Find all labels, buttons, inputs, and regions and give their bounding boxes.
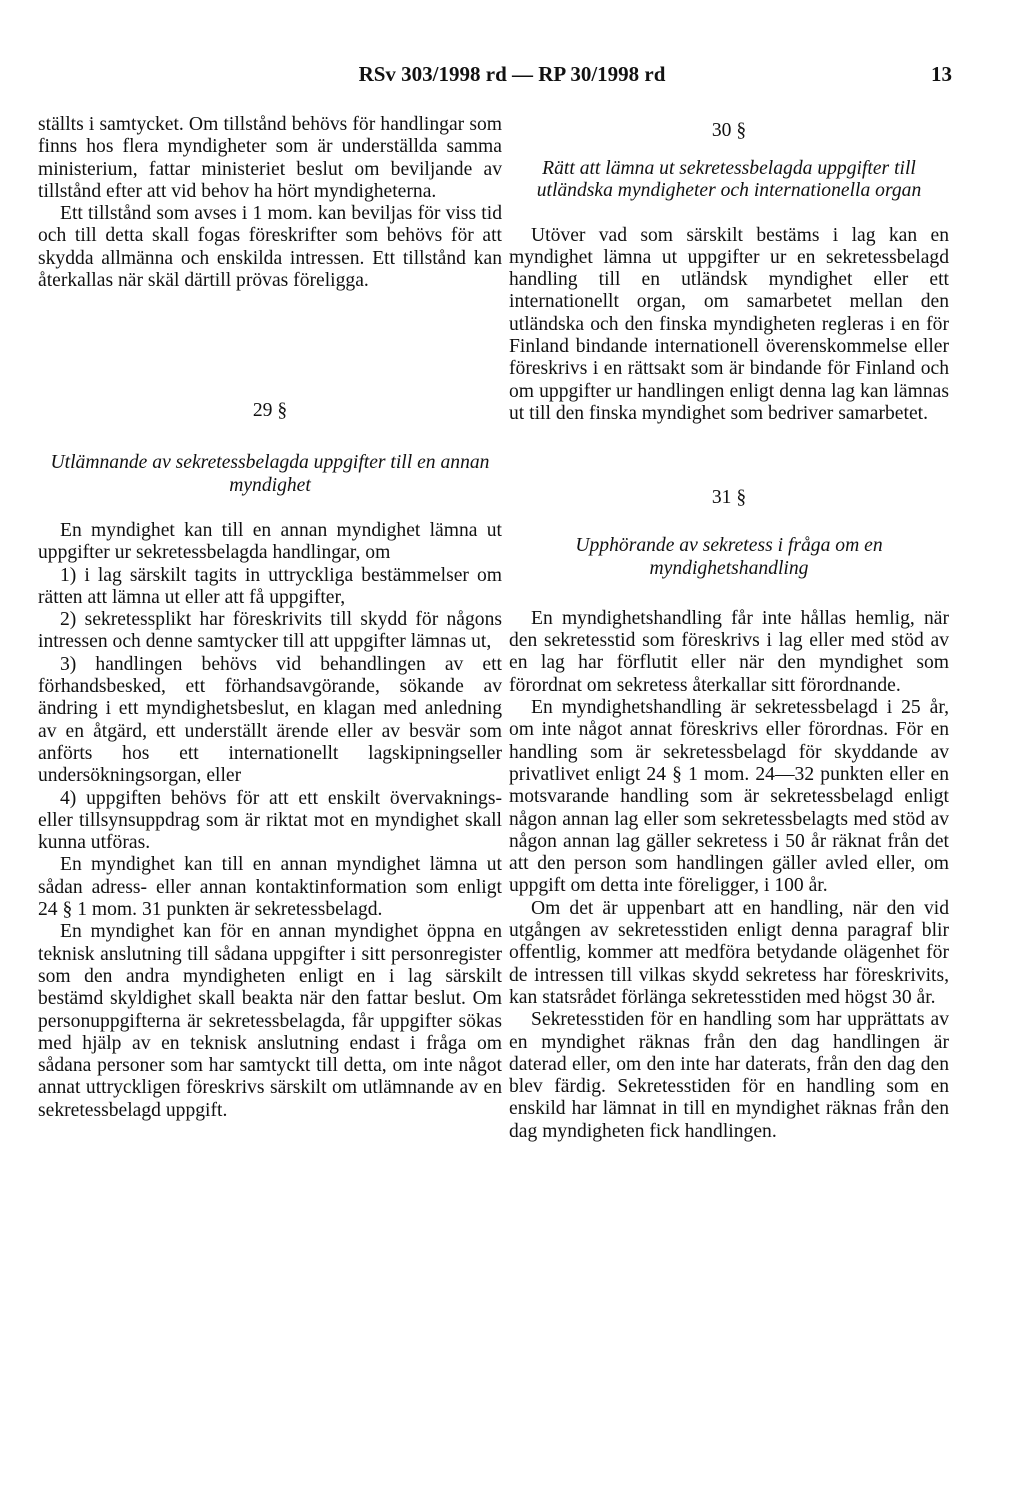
section-number-31: 31 § [711,487,747,509]
paragraph: Om det är uppenbart att en handling, när den vid utgången av sekretesstiden enligt denna paragraf blir offentlig, kommer att medföra betydande olägenhet för de intressen till vilkas skydd sekretess har föreskrivits, kan statsrådet förlänga sekretesstiden med högst 30 år. [509,897,949,1008]
section-title-31: Upphörande av sekretess i fråga om en myndighetshandling [575,535,883,579]
list-item: 2) sekretessplikt har föreskrivits till skydd för någons intressen och denne samtycker till att uppgifter lämnas ut, [38,609,502,653]
list-item: 4) uppgiften behövs för att ett enskilt övervaknings- eller tillsynsuppdrag som är riktat mot en myndighet skall kunna utföras. [38,787,502,854]
paragraph: ställts i samtycket. Om tillstånd behövs för handlingar som finns hos flera myndigheter som är underställda samma ministerium, fattar ministeriet beslut om beviljande av tillstånd efter att vid behov ha hört myndigheterna. [38,114,502,202]
section-title-29: Utlämnande av sekretessbelagda uppgifter till en annan myndighet [50,452,490,496]
section-title-30: Rätt att lämna ut sekretessbelagda uppgifter till utländska myndigheter och internationella organ [536,158,922,202]
section-number-30: 30 § [711,120,747,141]
page-number: 13 [931,62,952,86]
running-head: RSv 303/1998 rd — RP 30/1998 rd [358,62,666,86]
right-column [509,114,949,1143]
list-item: 1) i lag särskilt tagits in uttryckliga bestämmelser om rätten att lämna ut eller att få uppgifter, [38,564,502,608]
paragraph: Ett tillstånd som avses i 1 mom. kan beviljas för viss tid och till detta skall fogas föreskrifter som behövs för att skydda allmänna och enskilda intressen. Ett tillstånd kan återkallas när skäl därtill prövas föreligga. [38,203,502,292]
list-item: 3) handlingen behövs vid behandlingen av ett förhandsbesked, ett förhandsavgörande, sökande av ändring i ett myndighetsbeslut, en klagan med anledning av en åtgärd, ett underställt ärende eller av besvär som anförts hos ett internationellt lagskipningseller undersökningsorgan, eller [38,653,502,787]
paragraph: En myndighet kan för en annan myndighet öppna en teknisk anslutning till sådana uppgifter i sitt personregister som den andra myndigheten enligt en i lag särskilt bestämd skyldighet skall beakta när den fattar beslut. Om personuppgifterna är sekretessbelagda, får uppgifter sökas med hjälp av en teknisk anslutning endast i fråga om sådana personer som har samtyckt till detta, om inte något annat uttryckligen föreskrivs särskilt om utlämnande av en sekretessbelagd uppgift. [38,921,502,1121]
paragraph: En myndighet kan till en annan myndighet lämna ut sådan adress- eller annan kontaktinformation som enligt 24 § 1 mom. 31 punkten är sekretessbelagd. [38,854,502,921]
section-number-29: 29 § [252,400,288,422]
paragraph: En myndighetshandling är sekretessbelagd i 25 år, om inte något annat föreskrivs eller förordnas. För en handling som är sekretessbelagd för skyddande av privatlivet enligt 24 § 1 mom. 24—32 punkten eller en motsvarande handling som är sekretessbelagd enligt någon annan lag eller som sekretessbelagts med stöd av någon annan lag gäller sekretess i 50 år räknat från det att den person som handlingen gäller avled eller, om uppgift om detta inte föreligger, i 100 år. [509,697,949,897]
paragraph: Sekretesstiden för en handling som har upprättats av en myndighet räknas från den dag handlingen är daterad eller, om den inte har daterats, från den dag den blev färdig. Sekretesstiden för en handling som en enskild har lämnat in till en myndighet räknas från den dag myndigheten fick handlingen. [509,1009,949,1142]
page-header [0,62,1024,92]
paragraph: En myndighet kan till en annan myndighet lämna ut uppgifter ur sekretessbelagda handlingar, om [38,519,502,564]
paragraph: En myndighetshandling får inte hållas hemlig, när den sekretesstid som föreskrivs i lag eller med stöd av en lag har förflutit eller när den myndighet som förordnat om sekretess återkallar sitt förordnande. [509,607,949,696]
paragraph: Utöver vad som särskilt bestäms i lag kan en myndighet lämna ut uppgifter ur en sekretessbelagd handling till en utländsk myndighet eller ett internationellt organ, om samarbetet mellan den utländska och den finska myndigheten regleras i en för Finland bindande internationell överenskommelse eller föreskrivs i en rättsakt som är bindande för Finland och om uppgifter ur handlingen enligt denna lag kan lämnas ut till den finska myndighet som bedriver samarbetet. [509,224,949,424]
left-column [38,114,502,1122]
